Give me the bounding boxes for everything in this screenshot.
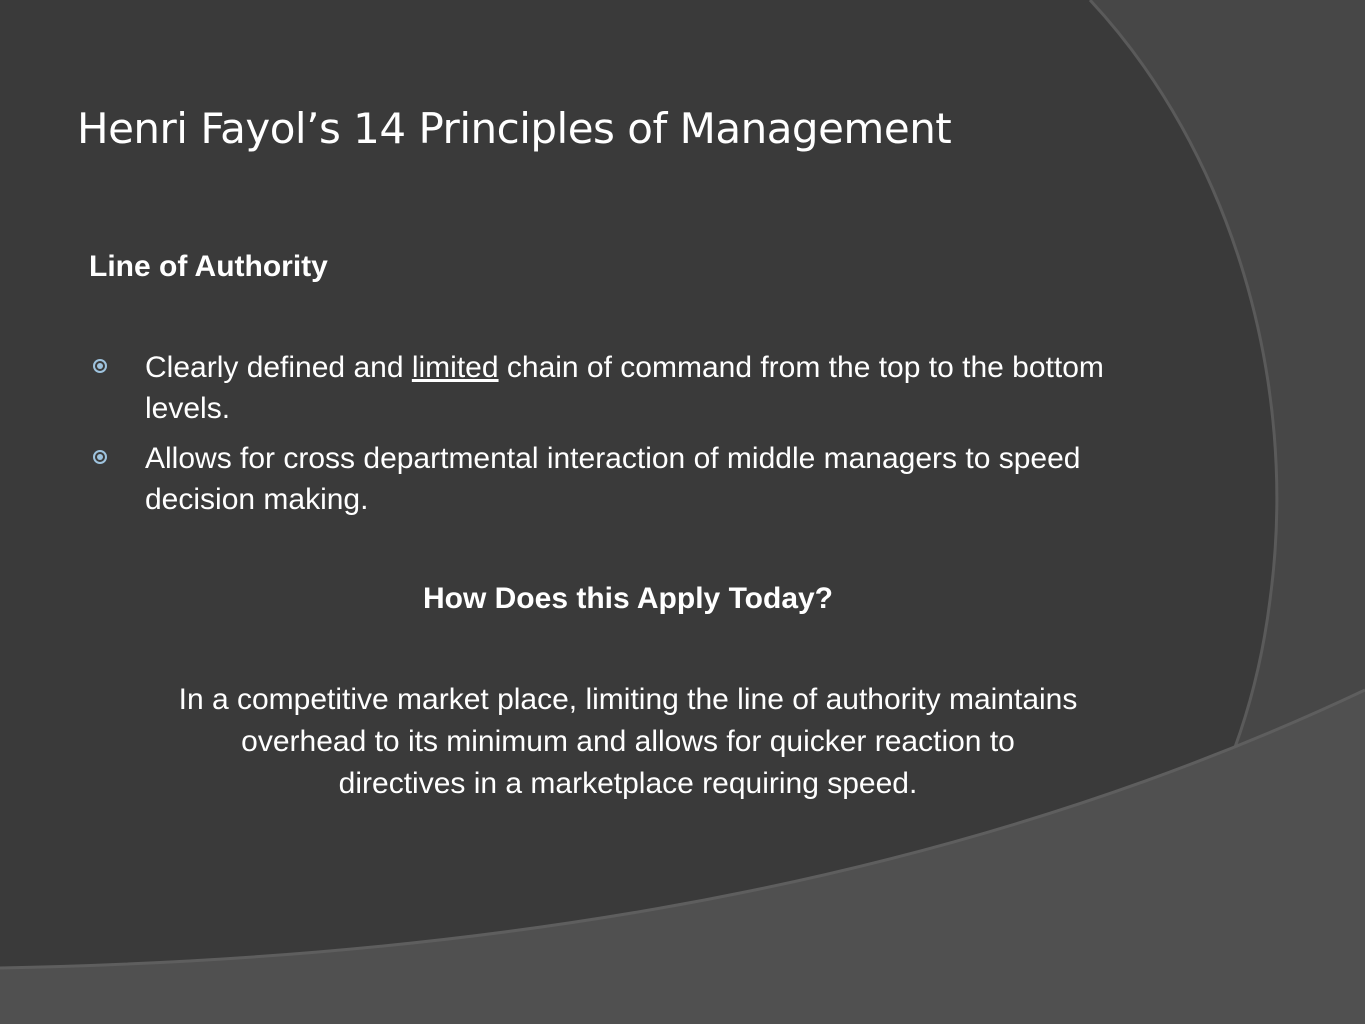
bullet-underlined-word: limited: [411, 351, 499, 384]
slide-title: Henri Fayol’s 14 Principles of Management: [77, 104, 952, 153]
circle-dot-bullet-icon: [93, 450, 107, 464]
apply-paragraph: [88, 679, 1168, 805]
bullet-text-after: chain of command from the top to the bottom levels.: [145, 351, 1104, 425]
apply-line: directives in a marketplace requiring speed.: [338, 767, 918, 800]
apply-line: overhead to its minimum and allows for quicker reaction to: [241, 725, 1015, 758]
bullet-text: Allows for cross departmental interaction of middle managers to speed decision making.: [145, 442, 1081, 516]
bullet-item: [88, 438, 1168, 520]
bullet-text-before: Clearly defined and: [145, 351, 412, 384]
bullet-item: [88, 347, 1168, 429]
apply-line: In a competitive market place, limiting the line of authority maintains: [178, 683, 1078, 716]
bullet-list: [88, 347, 1168, 529]
circle-dot-bullet-icon: [93, 359, 107, 373]
section-heading: Line of Authority: [89, 250, 328, 283]
apply-heading: How Does this Apply Today?: [422, 582, 834, 615]
